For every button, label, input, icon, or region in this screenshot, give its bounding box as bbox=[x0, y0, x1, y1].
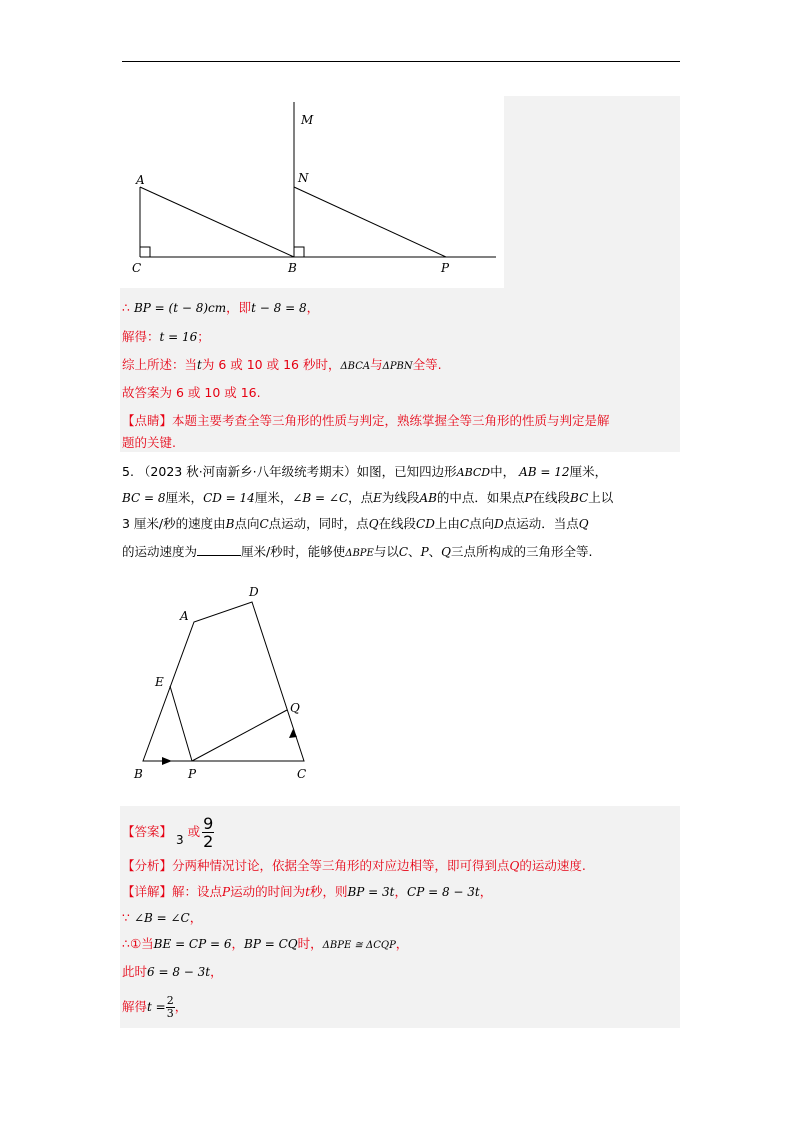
solution-line-1: ∴ BP = (t − 8)cm，即t − 8 = 8， bbox=[122, 300, 320, 315]
answer-fraction: $\frac{9}{2}$ bbox=[203, 814, 214, 851]
key-point-line-2: 题的关键. bbox=[122, 435, 176, 450]
label-B: B bbox=[288, 261, 297, 275]
figure-2 bbox=[122, 578, 332, 788]
label-M: M bbox=[301, 113, 314, 127]
figure-1 bbox=[120, 96, 504, 288]
label-N: N bbox=[298, 171, 309, 185]
detail-line-5: 解得t = $\frac{2}{3}$， bbox=[122, 994, 188, 1020]
question-5-line-2: BC = 8厘米，CD = 14厘米，∠B = ∠C，点E为线段AB的中点．如果点P在线段BC上以 bbox=[122, 490, 614, 505]
answer-line: 【答案】 3 或 $\frac{9}{2}$ bbox=[122, 814, 214, 851]
header-rule bbox=[122, 61, 680, 62]
label-A: A bbox=[136, 173, 145, 187]
label-A: A bbox=[180, 609, 189, 623]
figure-1-svg bbox=[120, 96, 504, 288]
label-B: B bbox=[134, 767, 143, 781]
label-E: E bbox=[155, 675, 164, 689]
answer-blank[interactable] bbox=[197, 543, 241, 556]
detail-line-1: 【详解】解：设点P运动的时间为t秒，则BP = 3t，CP = 8 − 3t， bbox=[122, 884, 493, 899]
analysis-line: 【分析】分两种情况讨论，依据全等三角形的对应边相等，即可得到点Q的运动速度. bbox=[122, 858, 586, 873]
label-C: C bbox=[132, 261, 142, 275]
solution-fraction: $\frac{2}{3}$ bbox=[166, 994, 174, 1020]
label-Q: Q bbox=[290, 701, 300, 715]
solution-line-2: 解得：t = 16； bbox=[122, 329, 210, 344]
solution-line-3: 综上所述：当t为 6 或 10 或 16 秒时，ΔBCA与ΔPBN全等. bbox=[122, 357, 442, 372]
question-5-line-4: 的运动速度为 厘米/秒时，能够使ΔBPE与以C、P、Q三点所构成的三角形全等. bbox=[122, 544, 593, 559]
detail-line-4: 此时6 = 8 − 3t， bbox=[122, 964, 223, 979]
detail-line-3: ∴①当BE = CP = 6，BP = CQ时，ΔBPE ≅ ΔCQP， bbox=[122, 936, 409, 951]
question-5-line-1: 5. （2023 秋·河南新乡·八年级统考期末）如图，已知四边形ABCD中， AB = 12厘米， bbox=[122, 464, 608, 479]
detail-line-2: ∵ ∠B = ∠C， bbox=[122, 910, 203, 925]
solution-line-4: 故答案为 6 或 10 或 16. bbox=[122, 385, 261, 400]
key-point-line-1: 【点睛】本题主要考查全等三角形的性质与判定，熟练掌握全等三角形的性质与判定是解 bbox=[122, 413, 610, 428]
label-D: D bbox=[249, 585, 259, 599]
label-P: P bbox=[441, 261, 450, 275]
label-P: P bbox=[188, 767, 197, 781]
label-C: C bbox=[297, 767, 307, 781]
question-5-line-3: 3 厘米/秒的速度由B点向C点运动，同时，点Q在线段CD上由C点向D点运动．当点Q bbox=[122, 516, 589, 531]
figure-2-svg bbox=[122, 578, 332, 788]
